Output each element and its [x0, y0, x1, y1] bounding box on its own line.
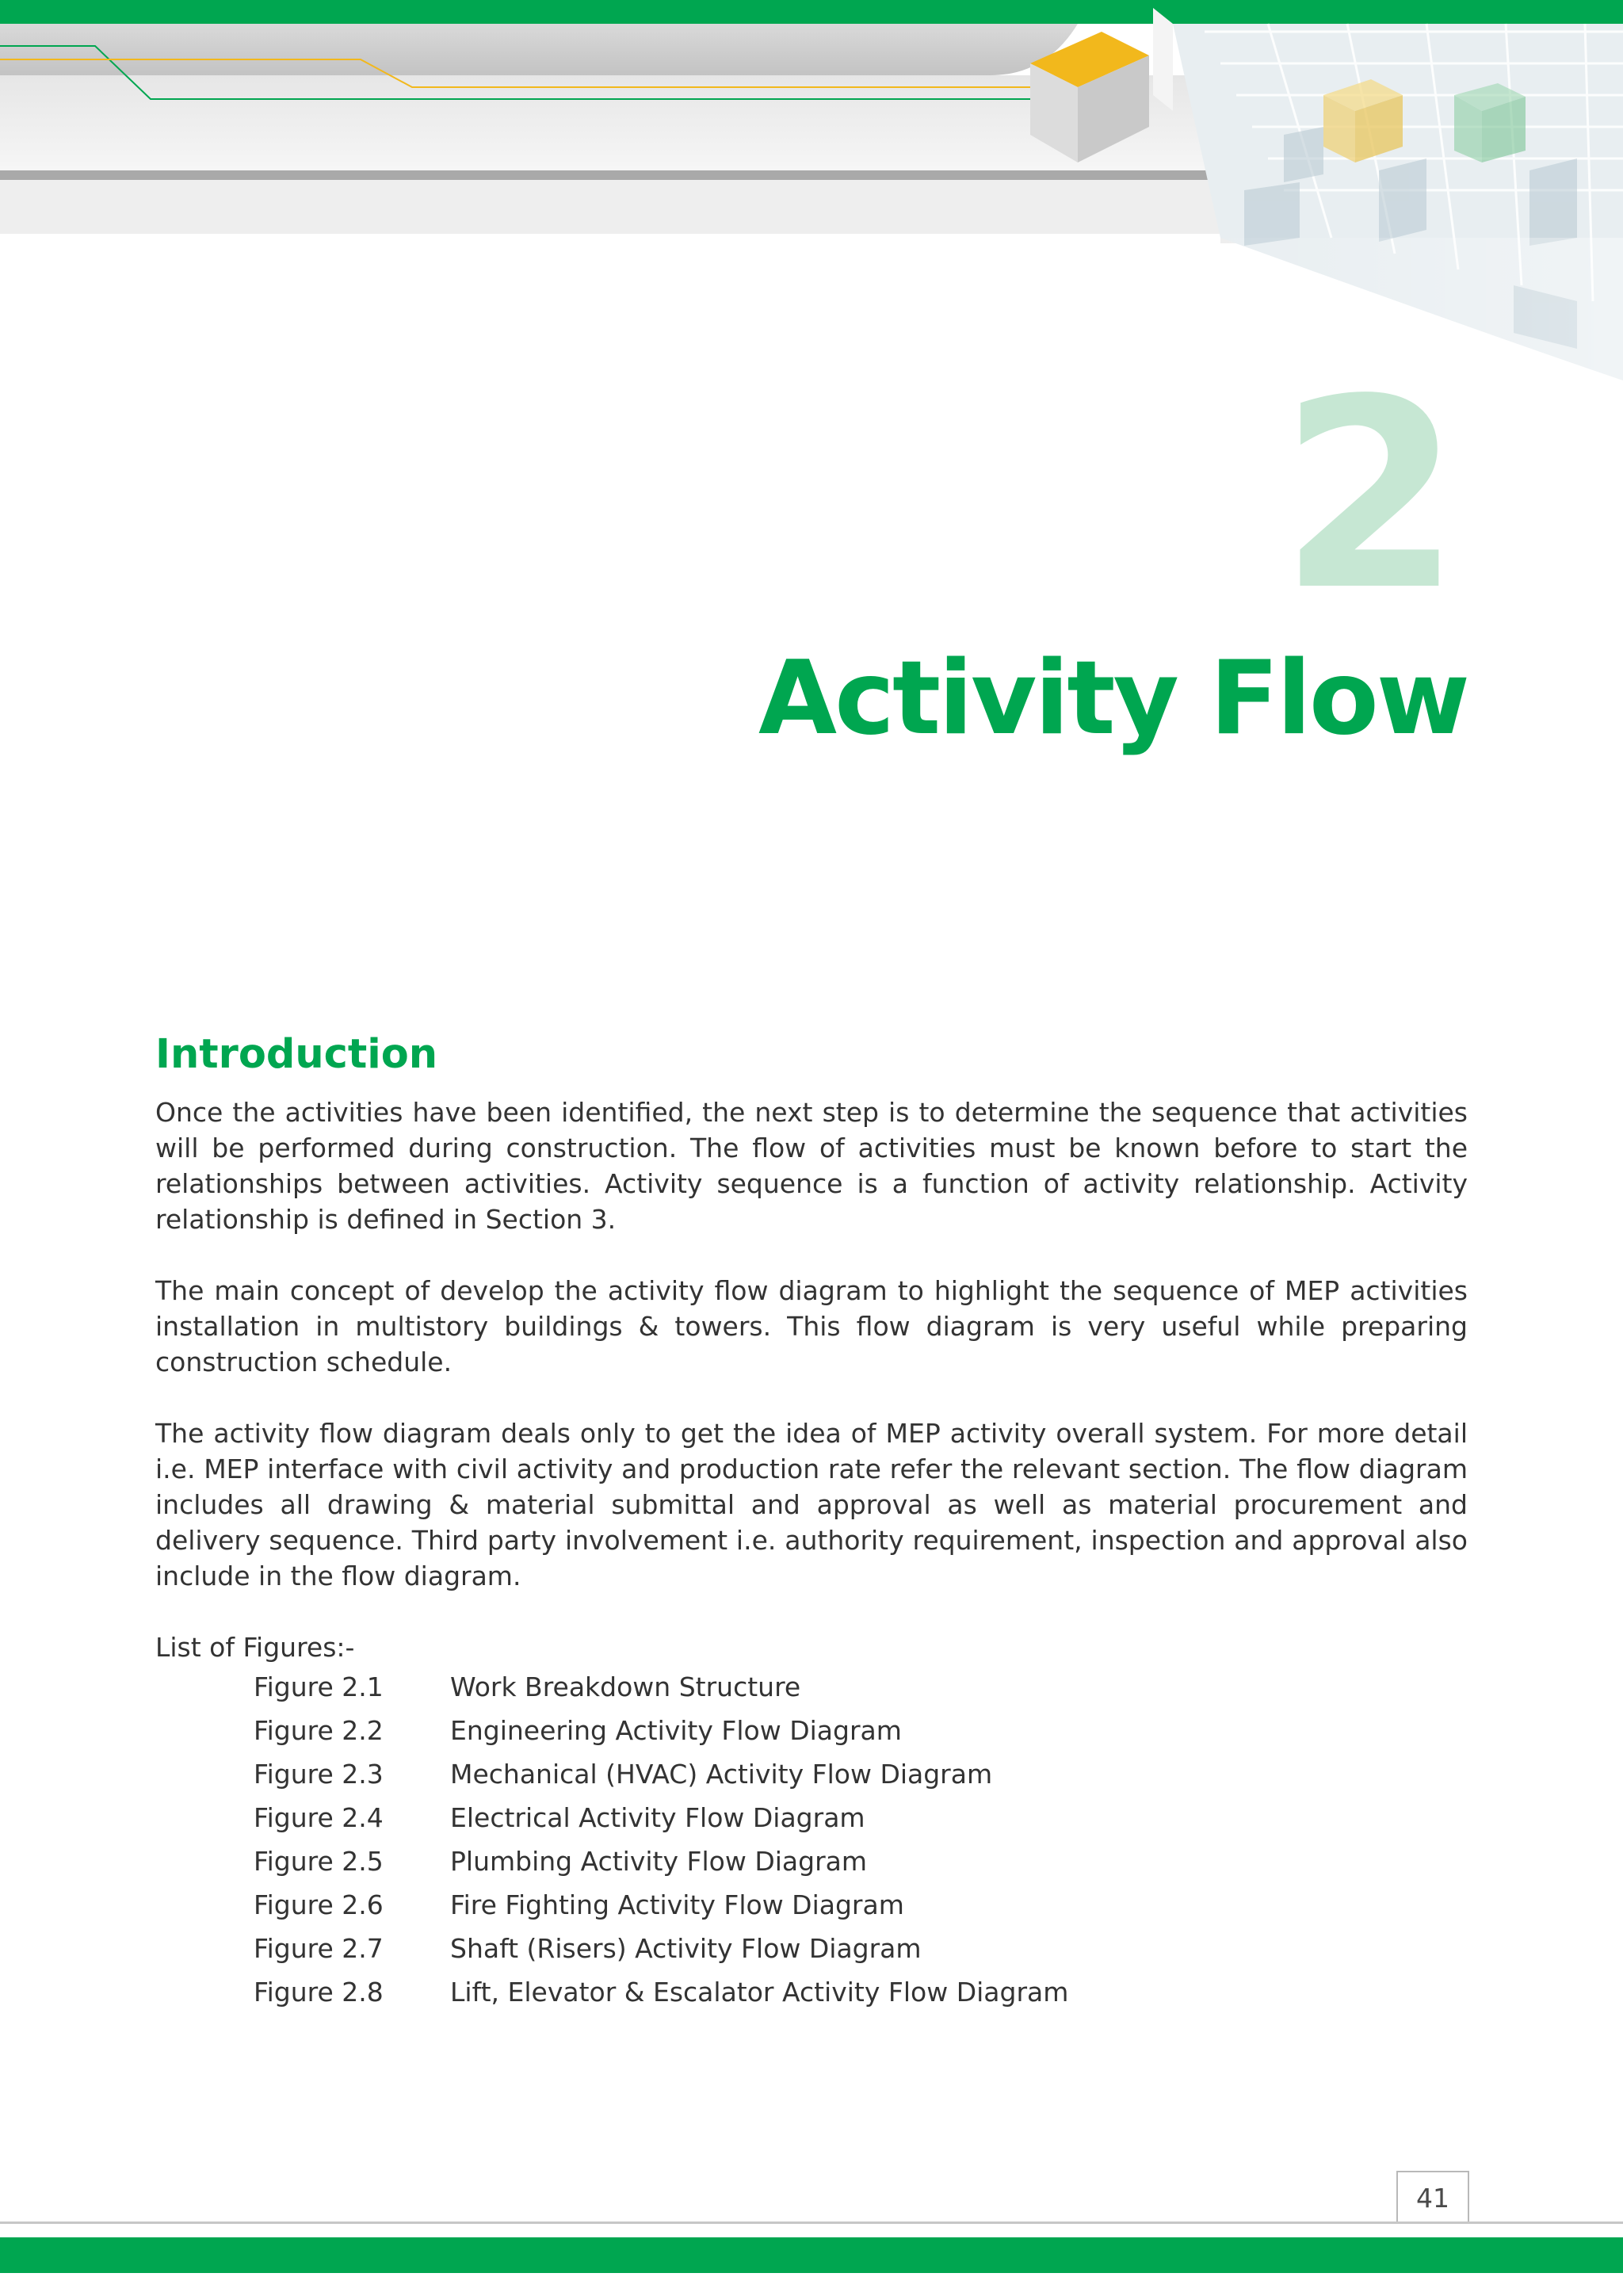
figure-number: Figure 2.1: [254, 1671, 384, 1703]
figure-number: Figure 2.8: [254, 1977, 384, 2008]
page-number: 41: [1396, 2171, 1469, 2223]
chapter-title: Activity Flow: [758, 640, 1468, 758]
top-green-strip: [0, 0, 1623, 24]
list-item: [155, 1665, 1468, 1709]
footer-green-bar: [0, 2237, 1623, 2273]
section-heading: Introduction: [155, 1031, 438, 1078]
list-of-figures: [155, 1665, 1468, 2014]
list-item: [155, 1709, 1468, 1752]
figure-number: Figure 2.5: [254, 1846, 384, 1878]
figure-title: Work Breakdown Structure: [450, 1671, 801, 1703]
figure-title: Lift, Elevator & Escalator Activity Flow Diagram: [450, 1977, 1069, 2008]
figure-number: Figure 2.7: [254, 1933, 384, 1965]
footer-divider: [0, 2222, 1623, 2224]
figure-title: Electrical Activity Flow Diagram: [450, 1802, 865, 1834]
list-item: [155, 1796, 1468, 1839]
chapter-number: 2: [1279, 343, 1457, 648]
figure-number: Figure 2.6: [254, 1889, 384, 1921]
figure-title: Engineering Activity Flow Diagram: [450, 1715, 902, 1747]
list-item: [155, 1970, 1468, 2014]
intro-paragraph-3: The activity flow diagram deals only to get the idea of MEP activity overall system. For more detail i.e. MEP interface with civil activity and production rate refer the relevant section. The flow diagram includes all drawing & material submittal and approval as well as material procurement and delivery sequence. Third party involvement i.e. authority requirement, inspection and approval also include in the flow diagram.: [155, 1418, 1468, 1592]
list-item: [155, 1752, 1468, 1796]
list-item: [155, 1927, 1468, 1970]
figure-title: Plumbing Activity Flow Diagram: [450, 1846, 868, 1878]
list-of-figures-title: List of Figures:-: [155, 1632, 355, 1664]
intro-paragraph-1: Once the activities have been identified, the next step is to determine the sequence that activities will be performed during construction. The flow of activities must be known before to start the relationships between activities. Activity sequence is a function of activity relationship. Activity relationship is defined in Section 3.: [155, 1097, 1468, 1236]
figure-number: Figure 2.2: [254, 1715, 384, 1747]
list-item: [155, 1883, 1468, 1927]
figure-title: Shaft (Risers) Activity Flow Diagram: [450, 1933, 922, 1965]
figure-number: Figure 2.3: [254, 1759, 384, 1790]
figure-title: Fire Fighting Activity Flow Diagram: [450, 1889, 904, 1921]
main-content: [155, 1030, 1468, 2014]
list-item: [155, 1839, 1468, 1883]
grey-band: [0, 24, 1078, 75]
figure-title: Mechanical (HVAC) Activity Flow Diagram: [450, 1759, 993, 1790]
intro-paragraph-2: The main concept of develop the activity flow diagram to highlight the sequence of MEP activities installation in multistory buildings & towers. This flow diagram is very useful while preparing construction schedule.: [155, 1275, 1468, 1378]
figure-number: Figure 2.4: [254, 1802, 384, 1834]
